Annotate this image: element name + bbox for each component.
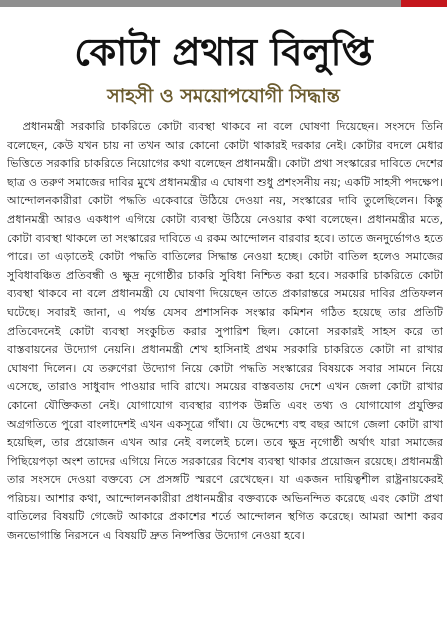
top-rule-red-segment [401,0,447,7]
top-color-rule [0,0,447,7]
top-rule-grey-segment [0,0,401,7]
article-subheadline: সাহসী ও সময়োপযোগী সিদ্ধান্ত [107,85,340,107]
article-body: প্রধানমন্ত্রী সরকারি চাকরিতে কোটা ব্যবস্থা থাকবে না বলে ঘোষণা দিয়েছেন। সংসদে তিনি বলেছেন, কেউ যখন চায় না তখন আর কোনো কোটা থাকারই দরকার নেই। কোটার বদলে মেধার ভিত্তিতে সরকারি চাকরিতে নিয়োগের কথা বলেছেন প্রধানমন্ত্রী। কোটা প্রথা সংস্কারের দাবিতে দেশের ছাত্র ও তরুণ সমাজের দাবির মুখে প্রধানমন্ত্রীর এ ঘোষণা শুধু প্রশংসনীয় নয়; একটি সাহসী পদক্ষেপ। আন্দোলনকারীরা কোটা পদ্ধতি একেবারে উঠিয়ে দেওয়া নয়, সংস্কারের দাবি তুলেছিলেন। কিন্তু প্রধানমন্ত্রী আরও একধাপ এগিয়ে কোটা ব্যবস্থা উঠিয়ে নেওয়ার কথা বলেছেন। প্রধানমন্ত্রীর মতে, কোটা ব্যবস্থা থাকলে তা সংস্কারের দাবিতে এ রকম আন্দোলন বারবার হবে। তাতে জনদুর্ভোগও হতে পারে। তা এড়াতেই কোটা পদ্ধতি বাতিলের সিদ্ধান্ত নেওয়া হচ্ছে। কোটা বাতিল হলেও সমাজের সুবিধাবঞ্চিত প্রতিবন্ধী ও ক্ষুদ্র নৃগোষ্ঠীর চাকরি সুবিধা নিশ্চিত করা হবে। সরকারি চাকরিতে কোটা ব্যবস্থা থাকবে না বলে প্রধানমন্ত্রী যে ঘোষণা দিয়েছেন তাতে প্রকারান্তরে সময়ের দাবির প্রতিফলন ঘটেছে। সবারই জানা, এ পর্যন্ত যেসব প্রশাসনিক সংস্কার কমিশন গঠিত হয়েছে তার প্রতিটি প্রতিবেদনেই কোটা ব্যবস্থা সংকুচিত করার সুপারিশ ছিল। কোনো সরকারই সাহস করে তা বাস্তবায়নের উদ্যোগ নেয়নি। প্রধানমন্ত্রী শেখ হাসিনাই প্রথম সরকারি চাকরিতে কোটা না রাখার ঘোষণা দিলেন। যে তরুণেরা উদ্যোগ নিয়ে কোটা পদ্ধতি সংস্কারের বিষয়কে সবার সামনে নিয়ে এসেছে, তারাও সাধুবাদ পাওয়ার দাবি রাখে। সময়ের বাস্তবতায় দেশে এখন জেলা কোটা রাখার কোনো যৌক্তিকতা নেই। যোগাযোগ ব্যবস্থার ব্যাপক উন্নতি এবং তথ্য ও যোগাযোগ প্রযুক্তির অগ্রগতিতে পুরো বাংলাদেশই এখন একসূত্রে গাঁথা। যে উদ্দেশ্যে বহু বছর আগে জেলা কোটা রাখা হয়েছিল, তার প্রয়োজন এখন আর নেই বললেই চলে। তবে ক্ষুদ্র নৃগোষ্ঠী অর্থাৎ যারা সমাজের পিছিয়েপড়া অংশ তাদের এগিয়ে নিতে সরকারের বিশেষ ব্যবস্থা থাকার প্রয়োজন রয়েছে। প্রধানমন্ত্রী তার সংসদে দেওয়া বক্তব্যে সে প্রসঙ্গটি স্মরণে রেখেছেন। যা একজন দায়িত্বশীল রাষ্ট্রনায়কেরই পরিচয়। আশার কথা, আন্দোলনকারীরা প্রধানমন্ত্রীর বক্তব্যকে অভিনন্দিত করেছে এবং কোটা প্রথা বাতিলের বিষয়টি গেজেট আকারে প্রকাশের শর্তে আন্দোলন স্থগিত করেছে। আমরা আশা করব জনভোগান্তি নিরসনে এ বিষয়টি দ্রুত নিষ্পত্তির উদ্যোগ নেওয়া হবে। [7,120,443,543]
article-headline: কোটা প্রথার বিলুপ্তি [74,29,373,74]
